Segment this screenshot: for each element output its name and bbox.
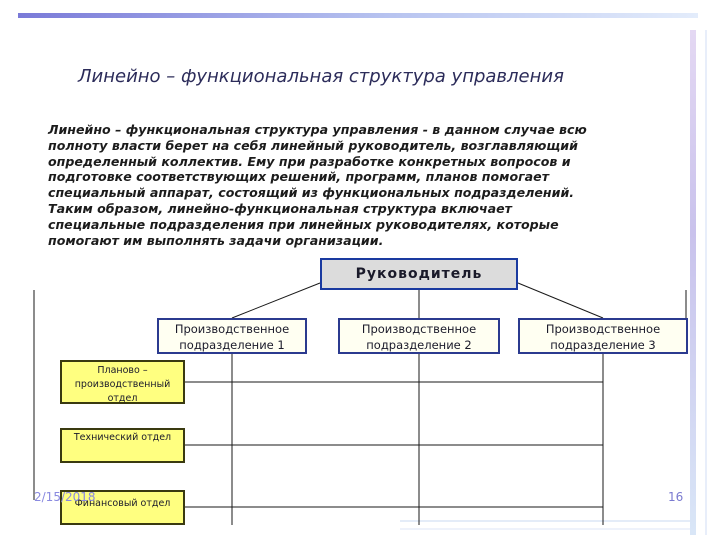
connector-leader-p1	[232, 283, 320, 318]
functional-unit-technical: Технический отдел	[60, 428, 185, 463]
functional-unit-finance: Финансовый отдел	[60, 490, 185, 525]
slide-page-number: 16	[668, 490, 684, 504]
connector-leader-p3	[518, 283, 603, 318]
functional-unit-planning: Планово – производственный отдел	[60, 360, 185, 404]
slide-date: 2/15/2018	[34, 490, 96, 504]
slide-body-text: Линейно – функциональная структура управления - в данном случае всю полноту власти берет на себя линейный руководитель, возглавляющий определенный коллектив. Ему при разработке конкретных вопросов и подготовке соответствующих решений, программ, планов помогает специальный аппарат, состоящий из функциональных подразделений. Таким образом, линейно-функциональная структура включает специальные подразделения при линейных руководителях, которые помогают им выполнять задачи организации.	[48, 122, 587, 248]
production-unit-3: Производственное подразделение 3	[518, 318, 688, 354]
leader-box: Руководитель	[320, 258, 518, 290]
production-unit-1: Производственное подразделение 1	[157, 318, 307, 354]
production-unit-2: Производственное подразделение 2	[338, 318, 500, 354]
slide-title: Линейно – функциональная структура управления	[78, 66, 564, 87]
